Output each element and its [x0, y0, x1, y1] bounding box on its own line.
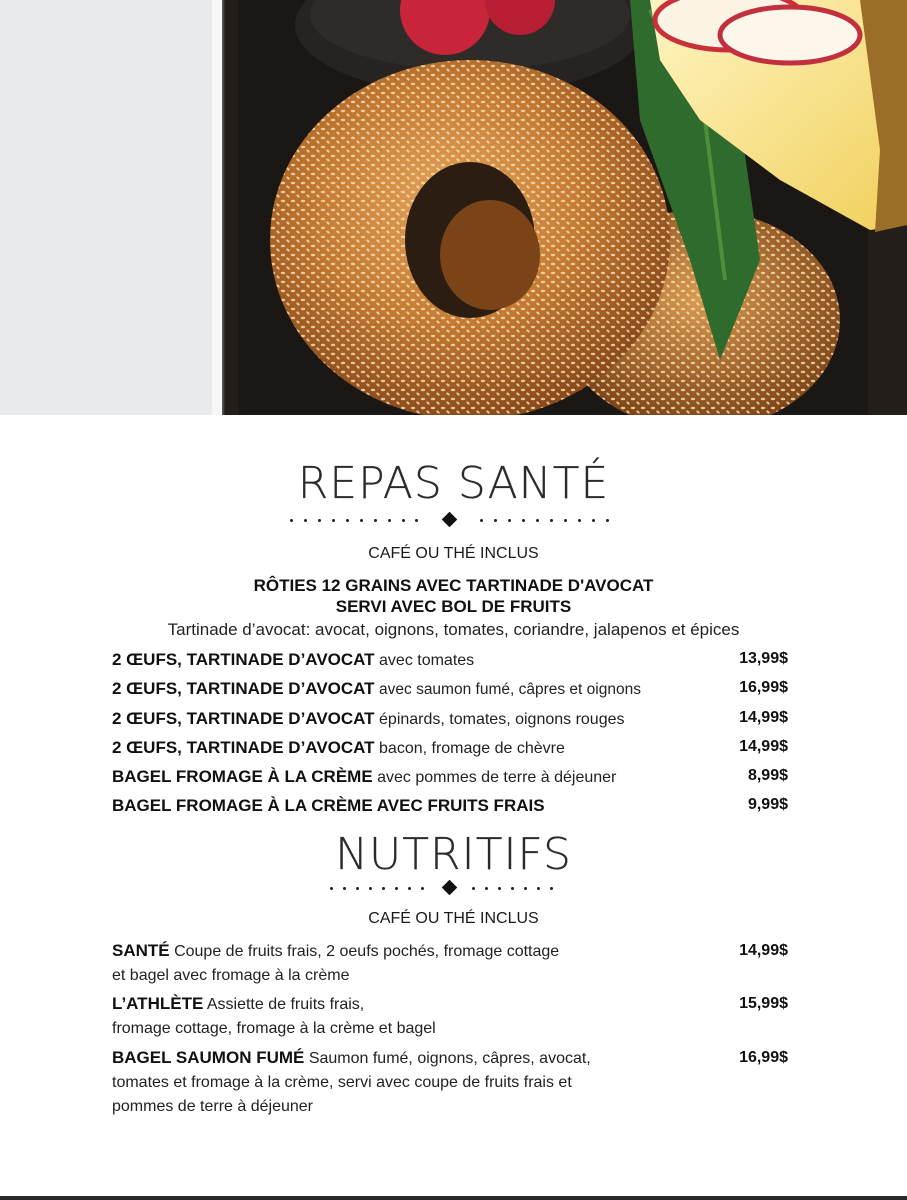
menu-item-price: 16,99$ [739, 679, 788, 696]
menu-item-name: 2 ŒUFS, TARTINADE D’AVOCAT [112, 679, 375, 698]
section-title-repas-sante: REPAS SANTÉ [297, 458, 610, 509]
menu-item-price: 14,99$ [739, 709, 788, 726]
feature-title-line2: SERVI AVEC BOL DE FRUITS [335, 597, 572, 616]
menu-item-desc: avec pommes de terre à déjeuner [377, 769, 617, 786]
included-note: CAFÉ OU THÉ INCLUS [368, 910, 539, 927]
food-photo [0, 0, 907, 415]
menu-item-desc-continued: fromage cottage, fromage à la crème et bagel [112, 1020, 436, 1037]
menu-item-price: 16,99$ [739, 1049, 788, 1066]
menu-item-price: 15,99$ [739, 995, 788, 1012]
menu-item-name: BAGEL FROMAGE À LA CRÈME AVEC FRUITS FRAIS [112, 796, 545, 815]
menu-item [112, 679, 788, 701]
menu-item-name: 2 ŒUFS, TARTINADE D’AVOCAT [112, 709, 375, 728]
menu-item-desc: Coupe de fruits frais, 2 oeufs pochés, fromage cottage [174, 943, 560, 960]
menu-item [112, 992, 788, 1041]
menu-item [112, 767, 788, 789]
bagel-photo-illustration [0, 0, 907, 415]
menu-item-name: BAGEL SAUMON FUMÉ [112, 1048, 305, 1067]
menu-item [112, 709, 788, 731]
menu-item-desc: Assiette de fruits frais, [206, 996, 365, 1013]
section-divider [290, 514, 610, 528]
included-note: CAFÉ OU THÉ INCLUS [368, 545, 539, 562]
menu-item-name: 2 ŒUFS, TARTINADE D’AVOCAT [112, 738, 375, 757]
diamond-ornament-icon [442, 512, 458, 528]
menu-item-desc-continued: tomates et fromage à la crème, servi avec coupe de fruits frais et [112, 1074, 572, 1091]
menu-item-name: BAGEL FROMAGE À LA CRÈME [112, 767, 373, 786]
menu-item-price: 14,99$ [739, 738, 788, 755]
menu-item [112, 939, 788, 988]
feature-title-line1: RÔTIES 12 GRAINS AVEC TARTINADE D'AVOCAT [253, 576, 654, 595]
feature-description: Tartinade d’avocat: avocat, oignons, tomates, coriandre, jalapenos et épices [167, 620, 740, 639]
menu-item-name: L’ATHLÈTE [112, 994, 204, 1013]
menu-item-price: 13,99$ [739, 650, 788, 667]
menu-item [112, 650, 788, 672]
menu-item [112, 738, 788, 760]
section-divider [330, 882, 560, 896]
menu-item-price: 8,99$ [747, 767, 788, 784]
menu-item-price: 14,99$ [739, 942, 788, 959]
menu-item-desc: bacon, fromage de chèvre [379, 740, 565, 757]
menu-item [112, 796, 788, 818]
section-title-nutritifs: NUTRITIFS [335, 829, 572, 880]
menu-item [112, 1046, 788, 1119]
menu-item-desc: Saumon fumé, oignons, câpres, avocat, [308, 1050, 591, 1067]
diamond-ornament-icon [442, 880, 458, 896]
menu-item-desc-continued: pommes de terre à déjeuner [112, 1098, 313, 1115]
menu-item-desc: épinards, tomates, oignons rouges [379, 711, 625, 728]
menu-item-name: SANTÉ [112, 941, 170, 960]
menu-item-desc: avec tomates [379, 652, 475, 669]
page-bottom-edge [0, 1196, 907, 1200]
menu-item-name: 2 ŒUFS, TARTINADE D’AVOCAT [112, 650, 375, 669]
menu-item-price: 9,99$ [747, 796, 788, 813]
menu-item-desc: avec saumon fumé, câpres et oignons [379, 681, 641, 698]
menu-item-desc-continued: et bagel avec fromage à la crème [112, 967, 350, 984]
